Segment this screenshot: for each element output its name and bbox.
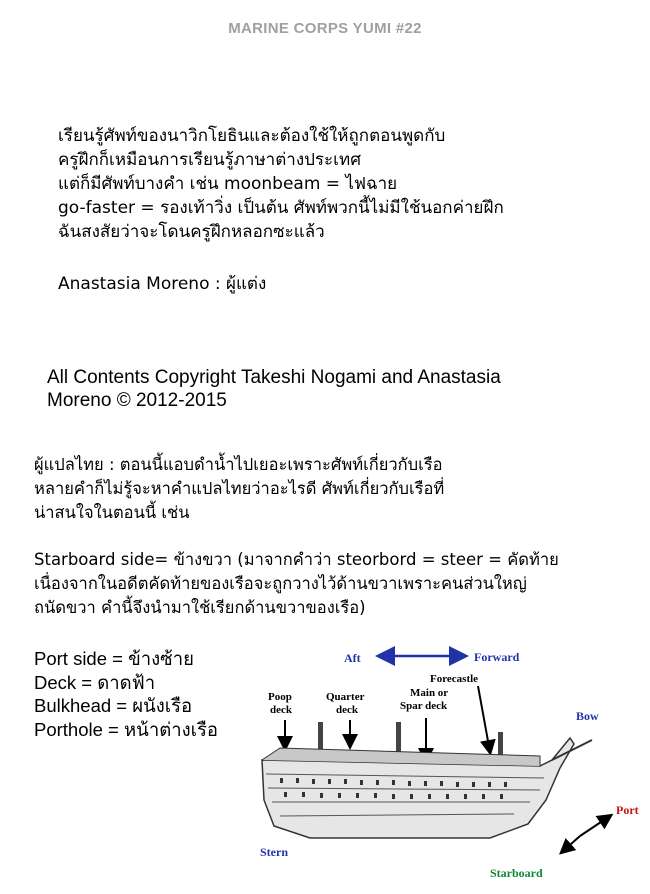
aft-label: Aft — [344, 651, 361, 665]
term-deck: Deck = ดาดฟ้า — [34, 671, 156, 693]
intro-line: เรียนรู้ศัพท์ของนาวิกโยธินและต้องใช้ให้ถูกตอนพูดกับ — [58, 126, 446, 146]
copyright-line: Moreno © 2012-2015 — [47, 390, 227, 411]
ship-diagram — [240, 640, 650, 894]
intro-line: ครูฝึกก็เหมือนการเรียนรู้ภาษาต่างประเทศ — [58, 150, 361, 170]
port-arrow — [580, 816, 610, 836]
term-bulkhead: Bulkhead = ผนังเรือ — [34, 695, 193, 716]
term-porthole: Porthole = หน้าต่างเรือ — [34, 718, 219, 740]
terms-list — [34, 647, 218, 741]
author-credit: Anastasia Moreno : ผู้แต่ง — [58, 274, 267, 294]
forecastle-label: Forecastle — [430, 673, 479, 685]
intro-line: แต่ก็มีศัพท์บางคำ เช่น moonbeam = ไฟฉาย — [58, 174, 398, 194]
poop-deck-label: Poop deck — [268, 691, 292, 716]
starboard-line: ถนัดขวา คำนี้จึงนำมาใช้เรียกด้านขวาของเรือ) — [34, 598, 366, 617]
translator-line: ผู้แปลไทย : ตอนนี้แอบดำน้ำไปเยอะเพราะศัพท์เกี่ยวกับเรือ — [34, 455, 443, 474]
forecastle-pointer — [478, 686, 490, 752]
intro-line: go-faster = รองเท้าวิ่ง เป็นต้น ศัพท์พวกนี้ไม่มีใช้นอกค่ายฝึก — [58, 198, 504, 218]
forward-label: Forward — [474, 650, 520, 664]
translator-note — [34, 453, 444, 525]
quarter-deck-label: Quarter deck — [326, 691, 365, 716]
copyright-line: All Contents Copyright Takeshi Nogami and Anastasia — [47, 367, 501, 388]
starboard-label: Starboard — [490, 866, 543, 880]
bow-label: Bow — [576, 709, 599, 723]
stern-label: Stern — [260, 845, 288, 859]
intro-line: ฉันสงสัยว่าจะโดนครูฝึกหลอกซะแล้ว — [58, 222, 325, 242]
starboard-note — [34, 548, 559, 620]
translator-line: หลายคำก็ไม่รู้จะหาคำแปลไทยว่าอะไรดี ศัพท์เกี่ยวกับเรือที่ — [34, 479, 445, 498]
port-label: Port — [616, 803, 639, 817]
page-title: MARINE CORPS YUMI #22 — [228, 20, 422, 37]
term-port-side: Port side = ข้างซ้าย — [34, 648, 194, 669]
copyright-notice — [47, 366, 501, 412]
starboard-line: เนื่องจากในอดีตคัดท้ายของเรือจะถูกวางไว้ด้านขวาเพราะคนส่วนใหญ่ — [34, 574, 527, 593]
starboard-arrow — [562, 836, 580, 852]
translator-line: น่าสนใจในตอนนี้ เช่น — [34, 503, 190, 522]
intro-paragraph — [58, 124, 504, 244]
main-deck-label: Main or Spar deck — [400, 687, 448, 712]
starboard-line: Starboard side= ข้างขวา (มาจากคำว่า steorbord = steer = คัดท้าย — [34, 550, 559, 569]
